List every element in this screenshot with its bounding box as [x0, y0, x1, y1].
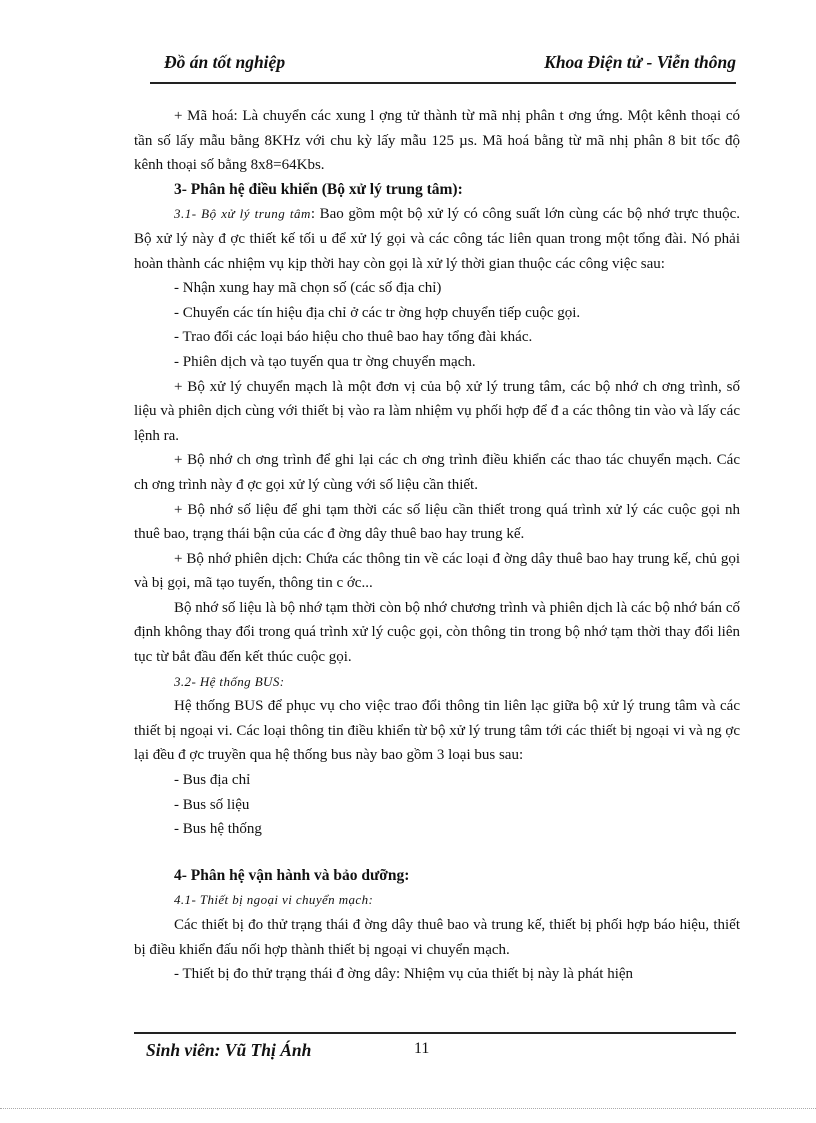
- subsection-title-4-1: 4.1- Thiết bị ngoại vi chuyển mạch:: [174, 892, 374, 908]
- paragraph-peripherals: Các thiết bị đo thử trạng thái đ ờng dây thuê bao và trung kế, thiết bị phối hợp báo hiệu, thiết bị điều khiển đấu nối hợp thành thiết bị ngoại vi chuyển mạch.: [134, 917, 740, 958]
- list-item: - Nhận xung hay mã chọn số (các số địa chỉ): [174, 280, 442, 297]
- paragraph-bus-system: Hệ thống BUS để phục vụ cho việc trao đổi thông tin liên lạc giữa bộ xử lý trung tâm và các thiết bị ngoại vi. Các loại thông tin điều khiển từ bộ xử lý trung tâm tới các thiết bị ngoại vi và ng ợc lại đều đ ợc truyền qua hệ thống bus này bao gồm 3 loại bus sau:: [134, 698, 740, 764]
- header-right-title: Khoa Điện tử - Viễn thông: [544, 52, 736, 72]
- paragraph-cpu-text: : Bao gồm một bộ xử lý có công suất lớn cùng các bộ nhớ trực thuộc. Bộ xử lý này đ ợc thiết kế tối u để xử lý gọi và các công tác liên quan trong một tổng đài. Nó phải hoàn thành các nhiệm vụ kịp thời hay còn gọi là xử lý thời gian thuộc các công việc sau:: [134, 206, 741, 272]
- paragraph-line-test: - Thiết bị đo thử trạng thái đ ờng dây: Nhiệm vụ của thiết bị này là phát hiện: [174, 966, 634, 983]
- subsection-title-3-1: 3.1- Bộ xử lý trung tâm: [174, 206, 311, 222]
- section-heading-3: 3- Phân hệ điều khiển (Bộ xử lý trung tâm):: [174, 180, 463, 198]
- page-boundary-divider: [0, 1108, 816, 1109]
- paragraph-translation-memory: + Bộ nhớ phiên dịch: Chứa các thông tin về các loại đ ờng dây thuê bao hay trung kế, chủ gọi và bị gọi, mã tạo tuyến, thông tin c ớc...: [134, 550, 740, 592]
- page-number: 11: [414, 1040, 430, 1057]
- list-item: - Trao đổi các loại báo hiệu cho thuê bao hay tổng đài khác.: [174, 329, 533, 346]
- list-item: - Phiên dịch và tạo tuyến qua tr ờng chuyển mạch.: [174, 353, 476, 370]
- paragraph-memory-summary: Bộ nhớ số liệu là bộ nhớ tạm thời còn bộ nhớ chương trình và phiên dịch là các bộ nhớ bán cố định không thay đổi trong quá trình xử lý cuộc gọi, còn thông tin trong bộ nhớ tạm thời thay đổi liên tục từ bắt đầu đến kết thúc cuộc gọi.: [134, 599, 740, 666]
- paragraph-data-memory: + Bộ nhớ số liệu để ghi tạm thời các số liệu cần thiết trong quá trình xử lý các cuộc gọi nh thuê bao, trạng thái bận của các đ ờng dây thuê bao hay trung kế.: [134, 501, 740, 543]
- page-header: [150, 48, 736, 84]
- list-item: - Bus hệ thống: [174, 821, 262, 838]
- page-footer: [134, 1032, 736, 1064]
- list-item: - Bus địa chỉ: [174, 772, 251, 789]
- student-name: Sinh viên: Vũ Thị Ánh: [146, 1040, 312, 1060]
- paragraph-cpu: [134, 202, 740, 276]
- paragraph-ma-hoa: + Mã hoá: Là chuyển các xung l ợng tử thành từ mã nhị phân t ơng ứng. Một kênh thoại có tần số lấy mẫu bằng 8KHz với chu kỳ lấy mẫu 125 µs. Mã hoá bằng từ mã nhị phân 8 bit tốc độ kênh thoại số bằng 8x8=64Kbs.: [134, 108, 740, 174]
- list-item: - Chuyển các tín hiệu địa chỉ ở các tr ờng hợp chuyển tiếp cuộc gọi.: [174, 304, 581, 321]
- paragraph-program-memory: + Bộ nhớ ch ơng trình để ghi lại các ch ơng trình điều khiển các thao tác chuyển mạch. Các ch ơng trình này đ ợc gọi xử lý cùng với số liệu cần thiết.: [134, 452, 740, 493]
- subsection-title-3-2: 3.2- Hệ thống BUS:: [174, 673, 285, 689]
- section-heading-4: 4- Phân hệ vận hành và bảo dưỡng:: [174, 866, 410, 884]
- list-item: - Bus số liệu: [174, 796, 250, 813]
- paragraph-switch-processor: + Bộ xử lý chuyển mạch là một đơn vị của bộ xử lý trung tâm, các bộ nhớ ch ơng trình, số liệu và phiên dịch cùng với thiết bị vào ra làm nhiệm vụ phối hợp để đ a các thông tin vào và lấy các lệnh ra.: [134, 378, 740, 444]
- document-body: [134, 104, 740, 987]
- spacer: [134, 842, 740, 864]
- header-left-title: Đồ án tốt nghiệp: [164, 52, 286, 72]
